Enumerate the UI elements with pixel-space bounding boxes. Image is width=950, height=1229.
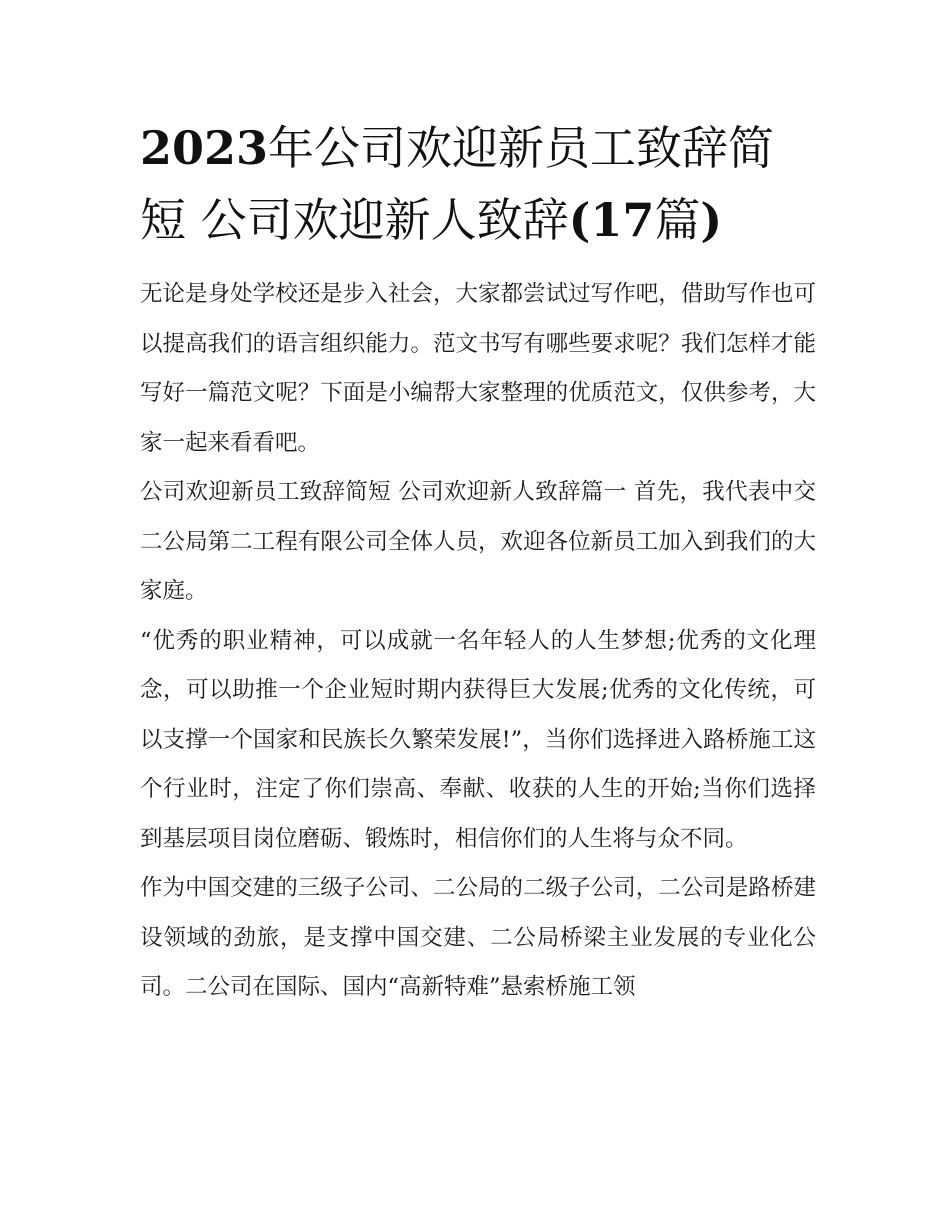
title-part-unit: 篇 — [654, 193, 701, 247]
title-part-year: 2023 — [140, 121, 269, 175]
title-part-count: (17 — [568, 193, 655, 247]
title-part-main: 年公司欢迎新员工致辞简短 公司欢迎新人致辞 — [140, 121, 775, 247]
title-part-close: ) — [700, 193, 723, 247]
paragraph-quote: “优秀的职业精神，可以成就一名年轻人的人生梦想;优秀的文化理念，可以助推一个企业短时期内获得巨大发展;优秀的文化传统，可以支撑一个国家和民族长久繁荣发展!”，当你们选择进入路桥施工这个行业时，注定了你们崇高、奉献、收获的人生的开始;当你们选择到基层项目岗位磨砺、锻炼时，相信你们的人生将与众不同。 — [140, 627, 816, 852]
document-content — [140, 112, 816, 1013]
paragraph-company: 作为中国交建的三级子公司、二公局的二级子公司，二公司是路桥建设领域的劲旅，是支撑中国交建、二公局桥梁主业发展的专业化公司。二公司在国际、国内“高新特难”悬索桥施工领 — [140, 875, 816, 1000]
paragraph-intro: 无论是身处学校还是步入社会，大家都尝试过写作吧，借助写作也可以提高我们的语言组织能力。范文书写有哪些要求呢？我们怎样才能写好一篇范文呢？下面是小编帮大家整理的优质范文，仅供参考，大家一起来看看吧。 — [140, 281, 816, 456]
document-body — [140, 270, 816, 1013]
paragraph-welcome: 公司欢迎新员工致辞简短 公司欢迎新人致辞篇一 首先，我代表中交二公局第二工程有限公司全体人员，欢迎各位新员工加入到我们的大家庭。 — [140, 479, 816, 604]
document-title — [140, 112, 816, 256]
